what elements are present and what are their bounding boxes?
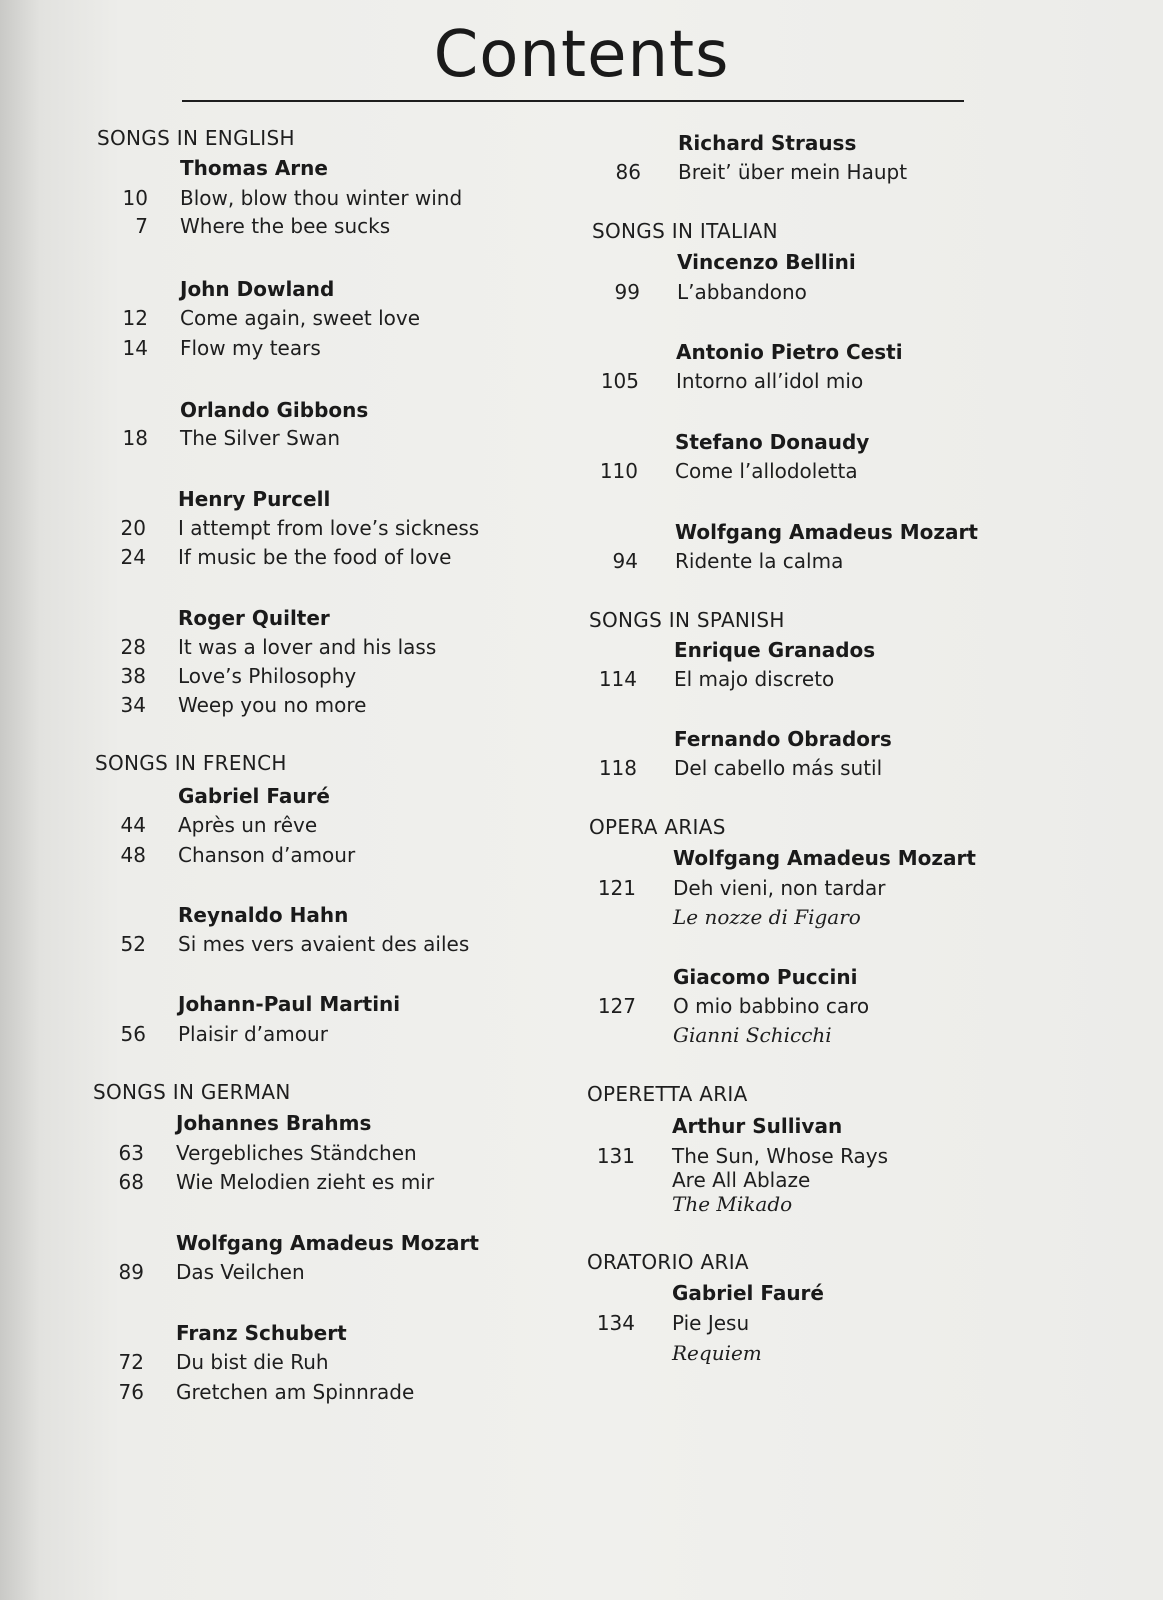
section-heading: SONGS IN FRENCH <box>95 751 287 775</box>
page-number: 44 <box>120 813 146 837</box>
song-title: Das Veilchen <box>176 1260 305 1284</box>
song-title: El majo discreto <box>674 667 835 691</box>
composer-name: Johannes Brahms <box>176 1111 372 1135</box>
page-number: 10 <box>122 186 148 210</box>
composer-name: Henry Purcell <box>178 487 331 511</box>
song-title: Weep you no more <box>178 693 367 717</box>
song-title: The Silver Swan <box>180 426 341 450</box>
composer-name: Franz Schubert <box>176 1321 347 1345</box>
song-title: It was a lover and his lass <box>178 635 437 659</box>
page-number: 110 <box>599 459 638 483</box>
opera-source: Le nozze di Figaro <box>673 905 861 929</box>
section-heading: SONGS IN ITALIAN <box>592 219 778 243</box>
composer-name: Stefano Donaudy <box>675 430 870 454</box>
opera-source: Requiem <box>672 1341 762 1365</box>
song-title: Plaisir d’amour <box>178 1022 328 1046</box>
song-title: Wie Melodien zieht es mir <box>176 1170 435 1194</box>
composer-name: Antonio Pietro Cesti <box>676 340 903 364</box>
page-number: 127 <box>597 994 636 1018</box>
composer-name: Wolfgang Amadeus Mozart <box>176 1231 479 1255</box>
page-number: 14 <box>122 336 148 360</box>
page-number: 76 <box>118 1380 144 1404</box>
composer-name: Reynaldo Hahn <box>178 903 349 927</box>
song-title: Where the bee sucks <box>180 214 391 238</box>
composer-name: Gabriel Fauré <box>672 1281 824 1305</box>
page-number: 118 <box>598 756 637 780</box>
composer-name: Roger Quilter <box>178 606 330 630</box>
song-title: L’abbandono <box>677 280 807 304</box>
section-heading: SONGS IN GERMAN <box>93 1080 291 1104</box>
song-title: Gretchen am Spinnrade <box>176 1380 415 1404</box>
page-number: 12 <box>122 306 148 330</box>
page-number: 72 <box>118 1350 144 1374</box>
page-number: 28 <box>120 635 146 659</box>
page-number: 34 <box>120 693 146 717</box>
song-title: Flow my tears <box>180 336 321 360</box>
song-title: Du bist die Ruh <box>176 1350 329 1374</box>
song-title: Blow, blow thou winter wind <box>180 186 463 210</box>
composer-name: Richard Strauss <box>678 131 857 155</box>
composer-name: Vincenzo Bellini <box>677 250 856 274</box>
song-title: Vergebliches Ständchen <box>176 1141 417 1165</box>
page-number: 86 <box>615 160 641 184</box>
song-title: Deh vieni, non tardar <box>673 876 886 900</box>
page-number: 94 <box>612 549 638 573</box>
page-number: 134 <box>596 1311 635 1335</box>
page-number: 56 <box>120 1022 146 1046</box>
composer-name: Wolfgang Amadeus Mozart <box>673 846 976 870</box>
opera-source: Gianni Schicchi <box>673 1023 832 1047</box>
page-number: 24 <box>120 545 146 569</box>
section-heading: SONGS IN SPANISH <box>589 608 785 632</box>
section-heading: OPERETTA ARIA <box>587 1082 748 1106</box>
composer-name: Thomas Arne <box>180 156 328 180</box>
song-title: Après un rêve <box>178 813 318 837</box>
page-number: 7 <box>135 214 148 238</box>
page-number: 38 <box>120 664 146 688</box>
section-heading: SONGS IN ENGLISH <box>97 126 295 150</box>
section-heading: ORATORIO ARIA <box>587 1250 749 1274</box>
composer-name: John Dowland <box>180 277 335 301</box>
page-number: 68 <box>118 1170 144 1194</box>
song-title: The Sun, Whose Rays <box>672 1144 889 1168</box>
composer-name: Orlando Gibbons <box>180 398 369 422</box>
song-title: Ridente la calma <box>675 549 844 573</box>
composer-name: Giacomo Puccini <box>673 965 858 989</box>
section-heading: OPERA ARIAS <box>589 815 726 839</box>
page-number: 105 <box>600 369 639 393</box>
page-number: 99 <box>614 280 640 304</box>
page-number: 52 <box>120 932 146 956</box>
page-number: 20 <box>120 516 146 540</box>
composer-name: Arthur Sullivan <box>672 1114 843 1138</box>
song-title: Pie Jesu <box>672 1311 750 1335</box>
song-title: Love’s Philosophy <box>178 664 357 688</box>
song-title: I attempt from love’s sickness <box>178 516 480 540</box>
composer-name: Enrique Granados <box>674 638 876 662</box>
page-number: 121 <box>597 876 636 900</box>
composer-name: Gabriel Fauré <box>178 784 330 808</box>
song-title: O mio babbino caro <box>673 994 870 1018</box>
page-number: 63 <box>118 1141 144 1165</box>
song-title: Breit’ über mein Haupt <box>678 160 908 184</box>
page-number: 18 <box>122 426 148 450</box>
song-title: Si mes vers avaient des ailes <box>178 932 470 956</box>
song-title: Intorno all’idol mio <box>676 369 864 393</box>
composer-name: Johann-Paul Martini <box>178 992 401 1016</box>
song-title: Come l’allodoletta <box>675 459 858 483</box>
opera-source: The Mikado <box>672 1192 793 1216</box>
song-title: Chanson d’amour <box>178 843 356 867</box>
composer-name: Fernando Obradors <box>674 727 892 751</box>
song-title-continued: Are All Ablaze <box>672 1168 811 1192</box>
page-number: 48 <box>120 843 146 867</box>
song-title: Del cabello más sutil <box>674 756 883 780</box>
page-number: 131 <box>596 1144 635 1168</box>
page-number: 89 <box>118 1260 144 1284</box>
song-title: Come again, sweet love <box>180 306 421 330</box>
composer-name: Wolfgang Amadeus Mozart <box>675 520 978 544</box>
page-title: Contents <box>433 18 730 92</box>
page-number: 114 <box>598 667 637 691</box>
song-title: If music be the food of love <box>178 545 452 569</box>
